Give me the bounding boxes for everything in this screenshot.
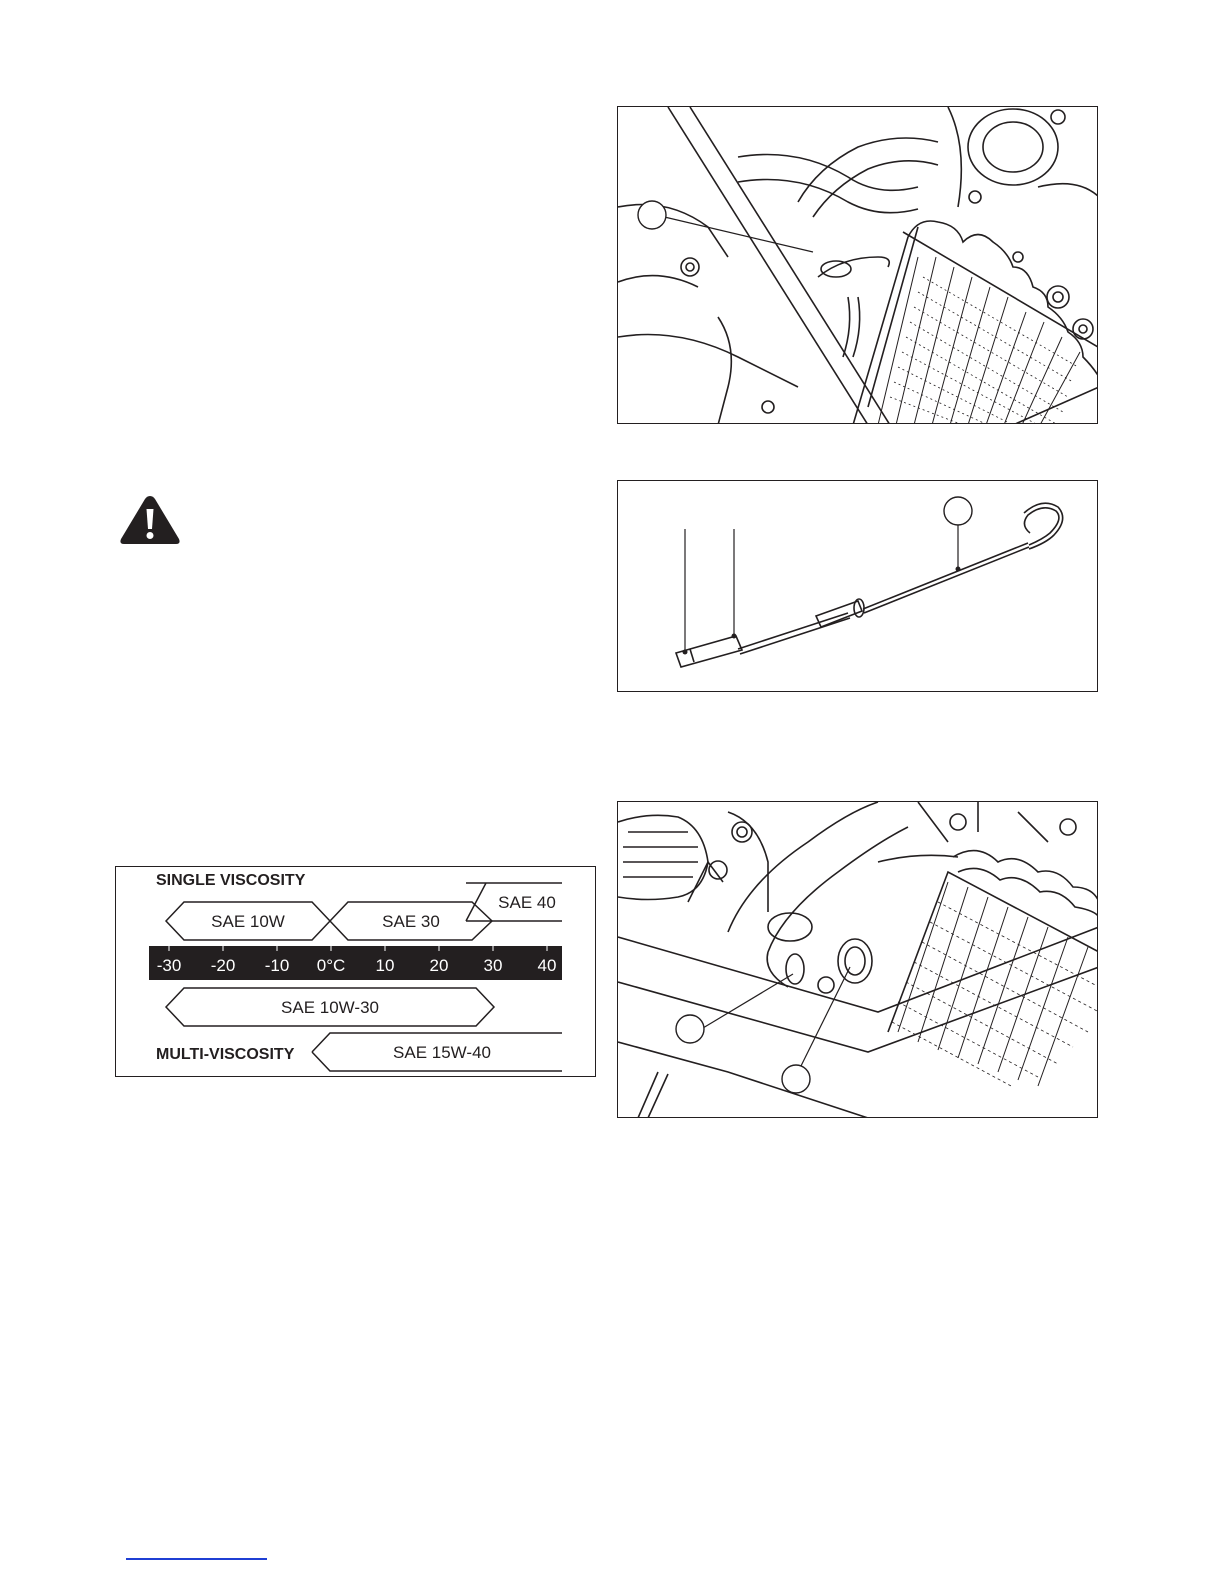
callout-filler-a — [676, 1015, 704, 1043]
temp-tick: -20 — [210, 956, 236, 975]
temp-tick: 30 — [483, 956, 503, 975]
temp-tick: 0°C — [316, 956, 346, 975]
temp-tick: 40 — [537, 956, 557, 975]
grade-label: SAE 10W-30 — [281, 998, 379, 1017]
figure-oil-filler — [617, 801, 1098, 1118]
dipstick-illustration — [618, 481, 1098, 692]
callout-dipstick — [944, 497, 972, 525]
multi-viscosity-title: MULTI-VISCOSITY — [156, 1046, 295, 1063]
temp-tick: -30 — [156, 956, 182, 975]
figure-engine-wiring — [617, 106, 1098, 424]
oil-filler-illustration — [618, 802, 1098, 1118]
link-underline[interactable] — [126, 1558, 267, 1560]
temp-tick: 20 — [429, 956, 449, 975]
grade-label: SAE 40 — [498, 893, 556, 912]
figure-dipstick — [617, 480, 1098, 692]
grade-label: SAE 10W — [211, 912, 285, 931]
single-viscosity-title: SINGLE VISCOSITY — [156, 872, 306, 889]
viscosity-chart — [115, 866, 596, 1077]
grade-label: SAE 15W-40 — [393, 1043, 491, 1062]
engine-wiring-illustration — [618, 107, 1098, 424]
grade-label: SAE 30 — [382, 912, 440, 931]
callout-filler-b — [782, 1065, 810, 1093]
callout-1 — [638, 201, 666, 229]
temp-tick: -10 — [264, 956, 290, 975]
temp-tick: 10 — [375, 956, 395, 975]
warning-triangle-icon — [118, 493, 182, 547]
